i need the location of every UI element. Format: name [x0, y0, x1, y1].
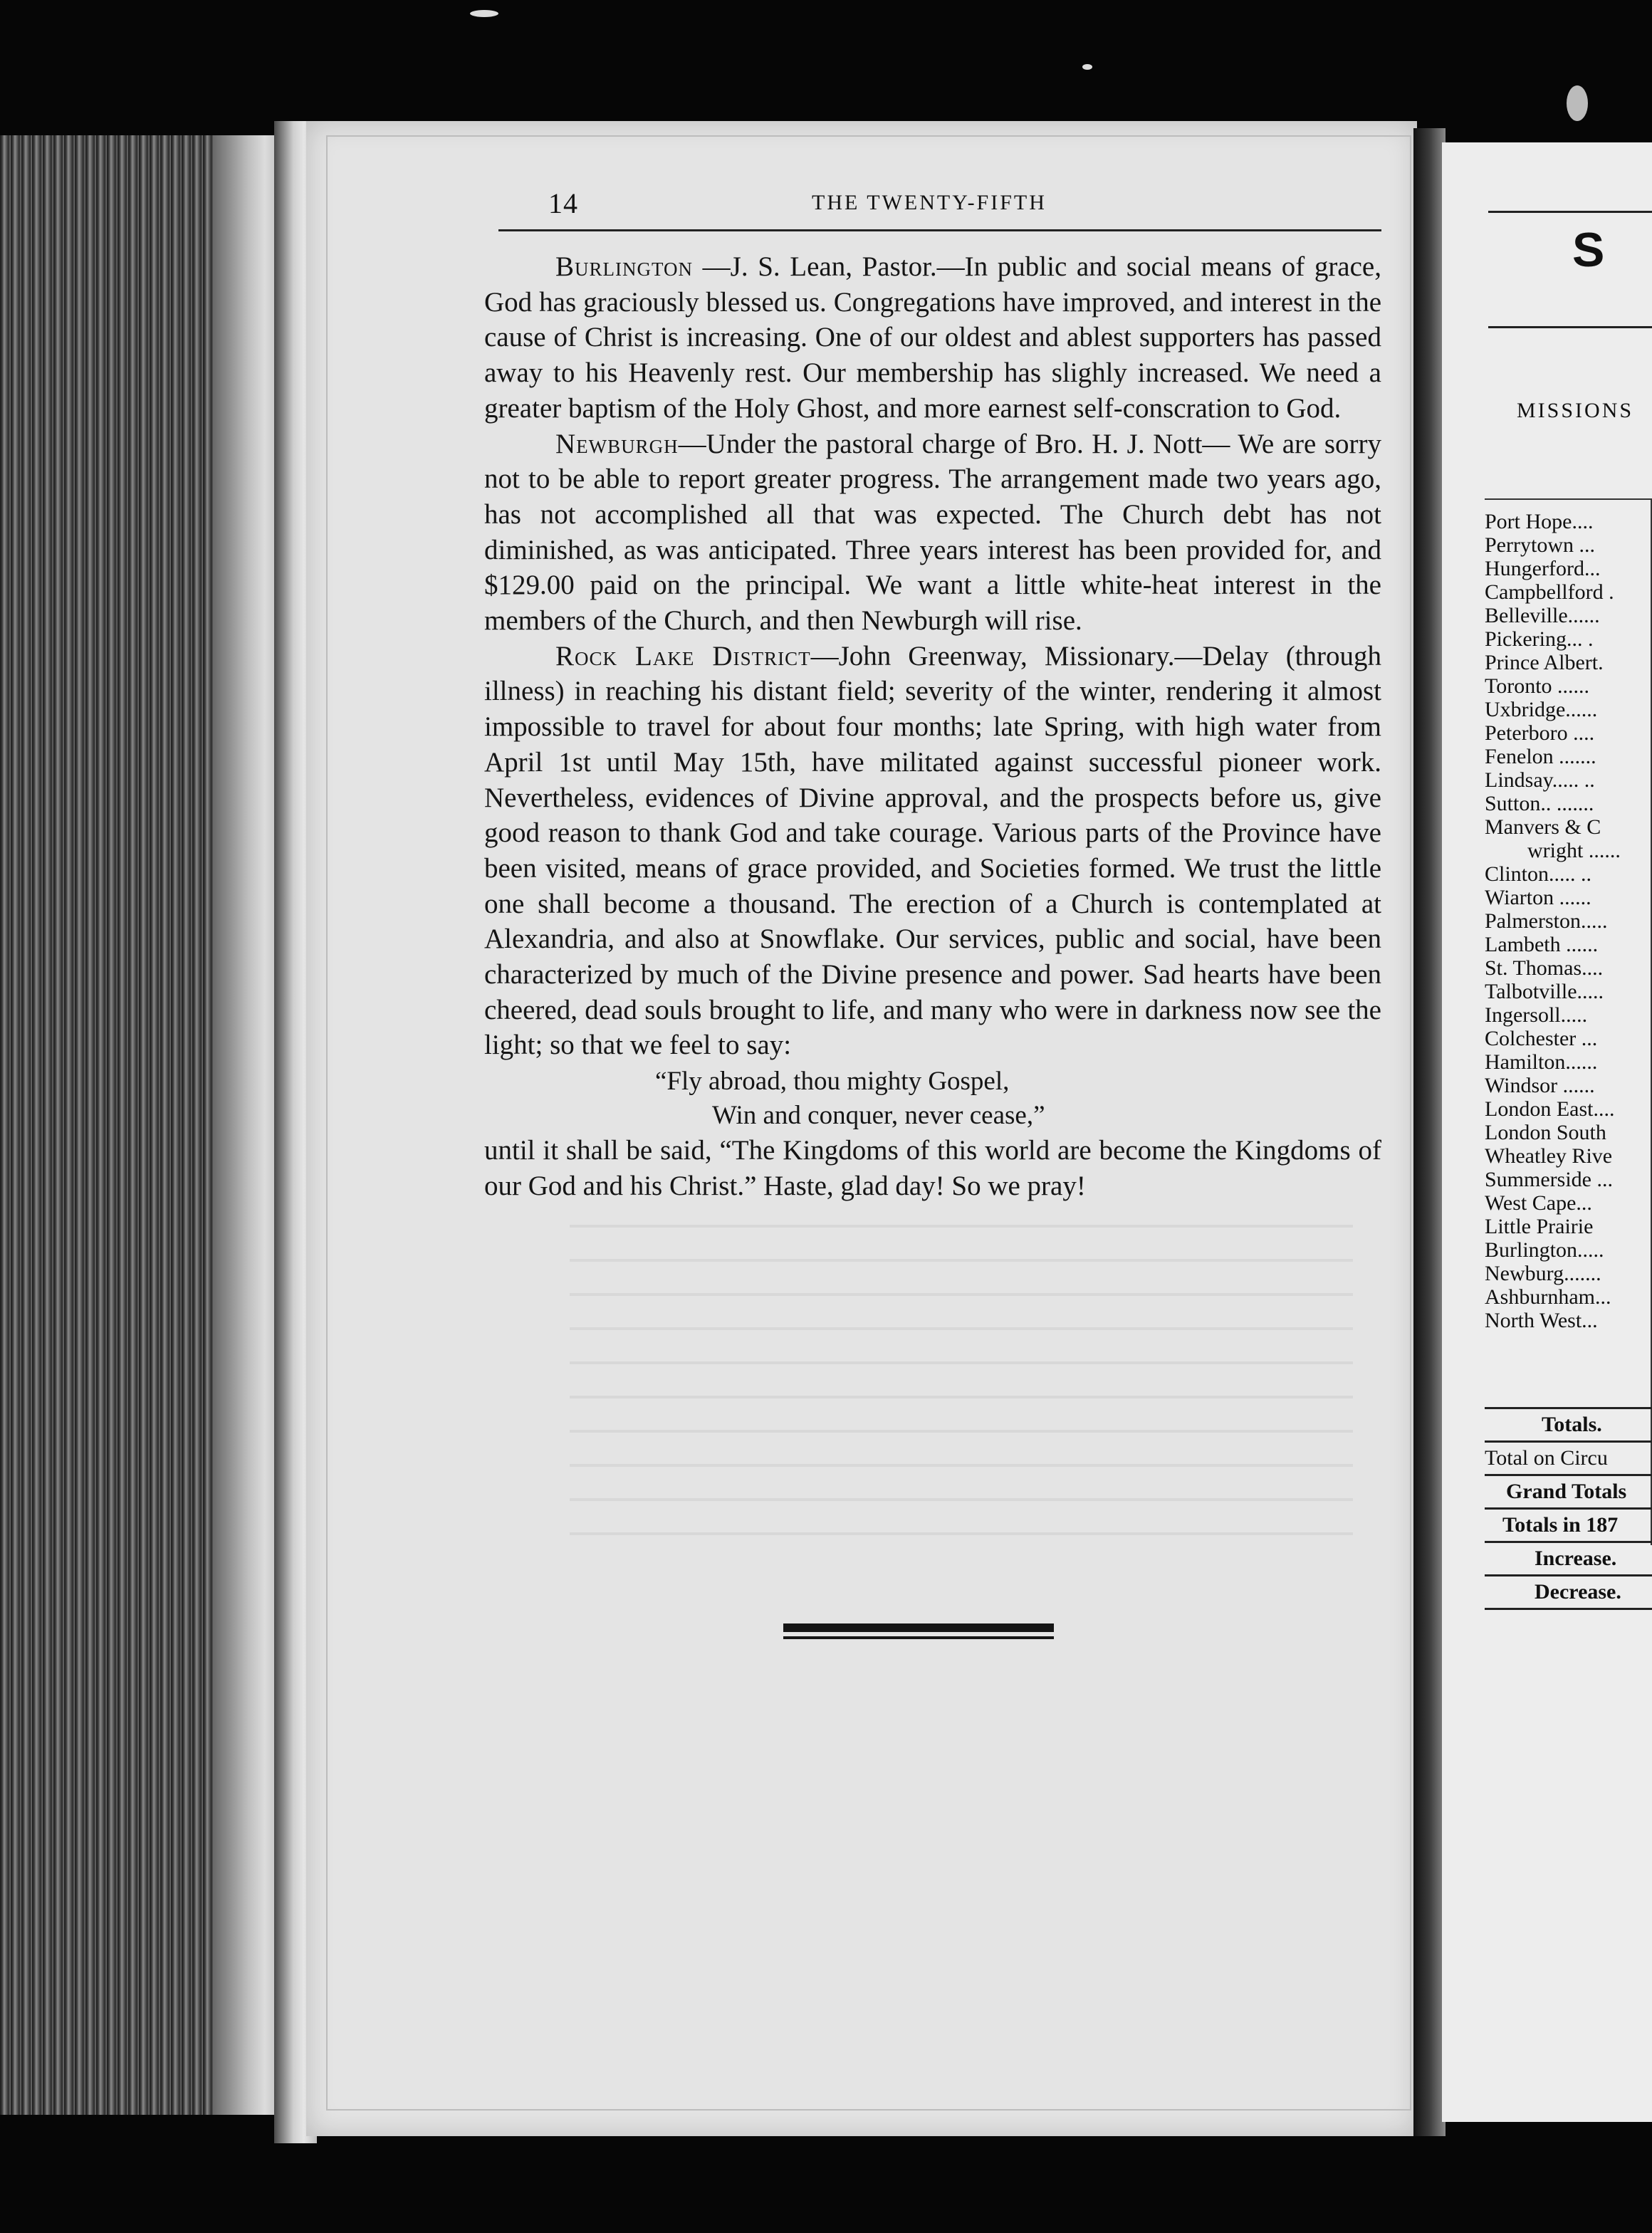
running-title: THE TWENTY-FIFTH: [812, 191, 1047, 214]
rule-thick: [783, 1623, 1054, 1632]
mission-row: Palmerston.....: [1485, 909, 1608, 933]
verse-line-2: Win and conquer, never cease,”: [712, 1101, 1045, 1131]
report-body: [484, 249, 1381, 1204]
show-through-text: [570, 1210, 1353, 1567]
mission-row: Pickering... .: [1485, 627, 1594, 651]
totals-row: Totals.: [1485, 1407, 1652, 1440]
book-page-edges: [0, 135, 299, 2115]
facing-page-top-rule: [1488, 211, 1652, 213]
mission-row: Perrytown ...: [1485, 533, 1595, 557]
mission-row: Ashburnham...: [1485, 1285, 1611, 1309]
paragraph-closing: until it shall be said, “The Kingdoms of this world are become the Kingdoms of our God and his Christ.” Haste, glad day! So we pray!: [484, 1135, 1381, 1201]
gutter-shadow: [1413, 128, 1446, 2136]
totals-row: Total on Circu: [1485, 1440, 1652, 1474]
mission-row: St. Thomas....: [1485, 956, 1604, 980]
mission-row: Belleville......: [1485, 604, 1600, 627]
verse-line-1: “Fly abroad, thou mighty Gospel,: [655, 1067, 1010, 1097]
mission-row: Port Hope....: [1485, 510, 1594, 533]
rule-thin: [783, 1636, 1054, 1639]
dust-speck: [470, 10, 498, 17]
totals-row: Totals in 187: [1485, 1507, 1652, 1541]
mission-row: Prince Albert.: [1485, 651, 1604, 674]
dust-speck: [1082, 64, 1092, 70]
mission-row: Hamilton......: [1485, 1050, 1598, 1074]
facing-page-title-rule: [1488, 326, 1652, 328]
table-top-rule: [1485, 498, 1652, 500]
mission-row: West Cape...: [1485, 1191, 1592, 1215]
mission-row: Fenelon .......: [1485, 745, 1596, 768]
mission-row: Wiarton ......: [1485, 886, 1591, 909]
lead-rock-lake: Rock Lake District: [555, 640, 811, 671]
mission-row: Manvers & C: [1485, 815, 1601, 839]
totals-block: [1485, 1407, 1652, 1610]
hymn-quote: [484, 1065, 1381, 1133]
header-rule: [498, 229, 1381, 231]
mission-row: North West...: [1485, 1309, 1598, 1332]
mission-row: Peterboro ....: [1485, 721, 1595, 745]
mission-row: Campbellford .: [1485, 580, 1614, 604]
page-number: 14: [548, 187, 578, 219]
mission-row: Summerside ...: [1485, 1168, 1613, 1191]
mission-row: Talbotville.....: [1485, 980, 1604, 1003]
text-rock-lake: —John Greenway, Missionary.—Delay (through illness) in reaching his distant field; severity of the winter, rendering it almost impossible to travel for about four months; late Spring, with high water from April 1st until May 15th, have militated against successful pioneer work. Nevertheless, evidences of Divine approval, and the prospects before us, give good reason to thank God and take courage. Various parts of the Province have been visited, means of grace provided, and Societies formed. We trust the little one shall become a thousand. The erection of a Church is contemplated at Alexandria, and also at Snowflake. Our services, public and social, have been characterized by much of the Divine presence and power. Sad hearts have been cheered, dead souls brought to life, and many who were in darkness now see the light; so that we feel to say:: [484, 640, 1382, 1061]
totals-row: Increase.: [1485, 1541, 1652, 1574]
totals-row: Grand Totals: [1485, 1474, 1652, 1507]
mission-row: wright ......: [1527, 839, 1621, 862]
missions-column-heading: MISSIONS: [1517, 399, 1634, 422]
totals-row: Decrease.: [1485, 1574, 1652, 1610]
text-newburgh: —Under the pastoral charge of Bro. H. J. Nott— We are sorry not to be able to report greater progress. The arrangement made two years ago, has not accomplished all that was expected. The Church debt has not diminished, as was anticipated. Three years interest has been provided for, and $129.00 paid on the principal. We want a little white-heat interest in the members of the Church, and then Newburgh will rise.: [484, 428, 1381, 637]
paragraph-rock-lake: [484, 639, 1381, 1063]
lead-burlington: Burlington: [555, 251, 694, 282]
mission-row: Uxbridge......: [1485, 698, 1598, 721]
mission-row: Ingersoll.....: [1485, 1003, 1588, 1027]
lead-newburgh: Newburgh: [555, 428, 679, 459]
mission-row: Lindsay..... ..: [1485, 768, 1595, 792]
mission-row: Newburg.......: [1485, 1262, 1601, 1285]
mission-row: London South: [1485, 1121, 1606, 1144]
text-burlington: —J. S. Lean, Pastor.—In public and social means of grace, God has graciously blessed us. Congregations have improved, and interest in the cause of Christ is increasing. One of our oldest and ablest supporters has passed away to his Heavenly rest. Our membership has slighly increased. We need a greater baptism of the Holy Ghost, and more earnest self-conscration to God.: [484, 251, 1381, 424]
mission-row: Hungerford...: [1485, 557, 1601, 580]
mission-row: London East....: [1485, 1097, 1615, 1121]
missions-list: [1485, 510, 1652, 1332]
mission-row: Colchester ...: [1485, 1027, 1598, 1050]
running-head: [0, 187, 1652, 229]
mission-row: Burlington.....: [1485, 1238, 1604, 1262]
paragraph-burlington: [484, 249, 1381, 427]
mission-row: Lambeth ......: [1485, 933, 1599, 956]
paragraph-newburgh: [484, 427, 1381, 639]
mission-row: Clinton..... ..: [1485, 862, 1592, 886]
dust-speck: [1567, 85, 1588, 121]
mission-row: Little Prairie: [1485, 1215, 1594, 1238]
section-end-rule: [783, 1623, 1054, 1642]
mission-row: Toronto ......: [1485, 674, 1590, 698]
mission-row: Windsor ......: [1485, 1074, 1595, 1097]
mission-row: Sutton.. .......: [1485, 792, 1594, 815]
mission-row: Wheatley Rive: [1485, 1144, 1613, 1168]
facing-page-title: S: [1572, 223, 1605, 277]
